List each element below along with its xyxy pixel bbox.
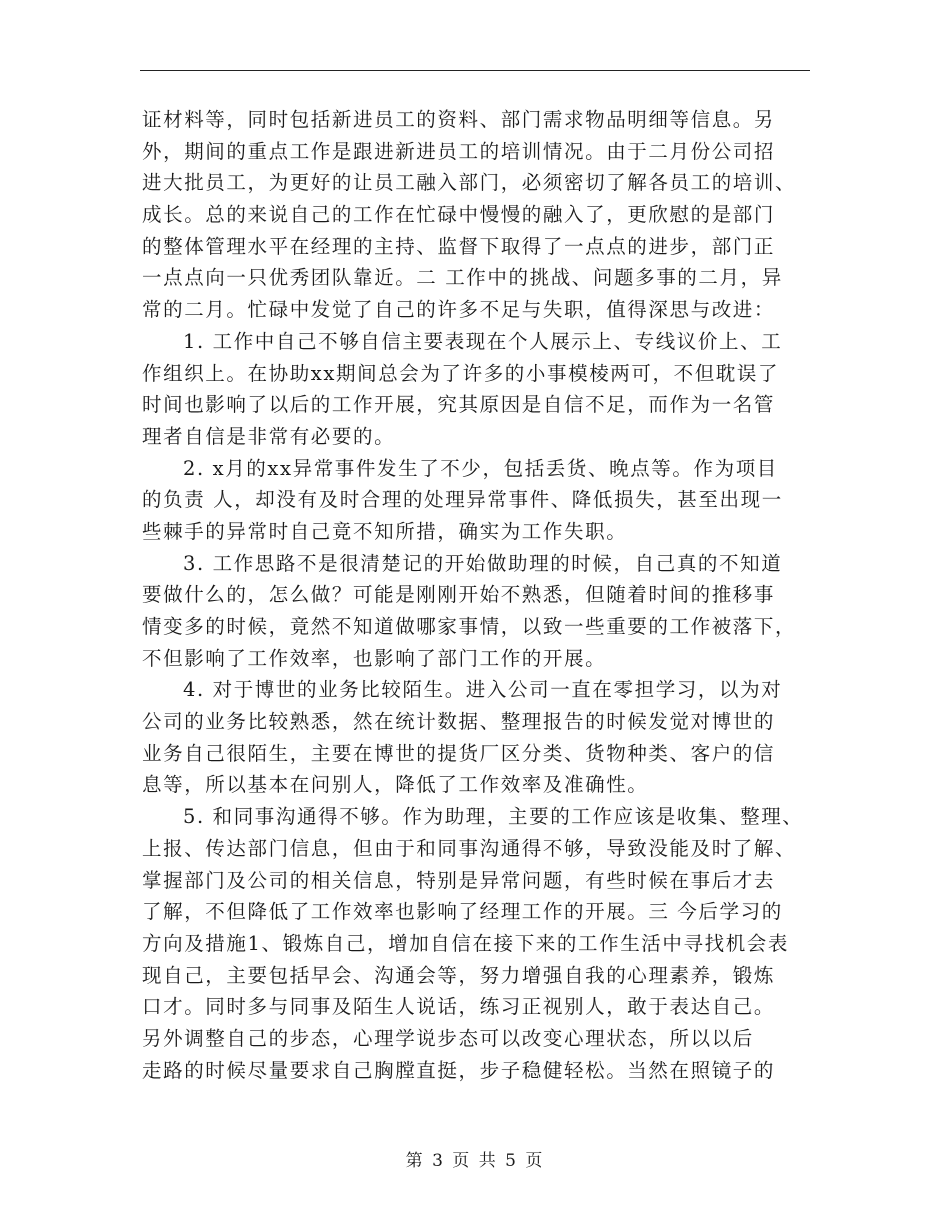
text-line: 常的二月。忙碌中发觉了自己的许多不足与失职，值得深思与改进：: [142, 298, 776, 322]
list-item-1-first-line: 1. 工作中自己不够自信主要表现在个人展示上、专线议价上、工: [183, 329, 783, 353]
text-line: 外，期间的重点工作是跟进新进员工的培训情况。由于二月份公司招: [142, 139, 776, 163]
text-line: 进大批员工，为更好的让员工融入部门，必须密切了解各员工的培训、: [142, 171, 797, 195]
page-number-footer: 第 3 页 共 5 页: [405, 1151, 545, 1171]
text-line: 现自己，主要包括早会、沟通会等，努力增强自我的心理素养，锻炼: [142, 963, 776, 987]
text-line: 成长。总的来说自己的工作在忙碌中慢慢的融入了，更欣慰的是部门: [142, 203, 776, 227]
text-line: 些棘手的异常时自己竟不知所措，确实为工作失职。: [142, 519, 628, 543]
list-item-4-first-line: 4. 对于博世的业务比较陌生。进入公司一直在零担学习，以为对: [183, 678, 783, 702]
text-line: 公司的业务比较熟悉，然在统计数据、整理报告的时候发觉对博世的: [142, 710, 776, 734]
text-line: 证材料等，同时包括新进员工的资料、部门需求物品明细等信息。另: [142, 108, 776, 131]
text-line: 口才。同时多与同事及陌生人说话，练习正视别人，敢于表达自己。: [142, 995, 776, 1019]
text-line: 了解，不但降低了工作效率也影响了经理工作的开展。三 今后学习的: [142, 900, 783, 924]
text-line: 上报、传达部门信息，但由于和同事沟通得不够，导致没能及时了解、: [142, 836, 797, 860]
list-item-5-first-line: 5. 和同事沟通得不够。作为助理，主要的工作应该是收集、整理、: [183, 805, 804, 829]
body-text: [142, 104, 810, 1086]
text-line: 业务自己很陌生，主要在博世的提货厂区分类、货物种类、客户的信: [142, 741, 776, 765]
list-item-3-first-line: 3. 工作思路不是很清楚记的开始做助理的时候，自己真的不知道: [183, 551, 783, 575]
text-line: 的整体管理水平在经理的主持、监督下取得了一点点的进步，部门正: [142, 234, 776, 258]
text-line: 时间也影响了以后的工作开展，究其原因是自信不足，而作为一名管: [142, 393, 776, 417]
text-line: 息等，所以基本在问别人，降低了工作效率及准确性。: [142, 773, 649, 797]
text-line: 的负责 人，却没有及时合理的处理异常事件、降低损失，甚至出现一: [142, 488, 783, 512]
list-item-2-first-line: 2. x月的xx异常事件发生了不少，包括丢货、晚点等。作为项目: [183, 456, 778, 480]
text-line: 不但影响了工作效率，也影响了部门工作的开展。: [142, 646, 607, 670]
text-line: 走路的时候尽量要求自己胸膛直挺，步子稳健轻松。当然在照镜子的: [142, 1058, 776, 1082]
text-line: 要做什么的，怎么做？可能是刚刚开始不熟悉，但随着时间的推移事: [142, 583, 776, 607]
text-line: 理者自信是非常有必要的。: [142, 424, 396, 448]
text-line: 情变多的时候，竟然不知道做哪家事情，以致一些重要的工作被落下，: [142, 615, 797, 638]
text-line: 一点点向一只优秀团队靠近。二 工作中的挑战、问题多事的二月，异: [142, 266, 783, 290]
text-line: 方向及措施1、锻炼自己，增加自信在接下来的工作生活中寻找机会表: [142, 931, 790, 955]
header-rule: [140, 70, 810, 71]
text-line: 作组织上。在协助xx期间总会为了许多的小事模棱两可，不但耽误了: [142, 361, 780, 385]
text-line: 掌握部门及公司的相关信息，特别是异常问题，有些时候在事后才去: [142, 868, 776, 892]
text-line: 另外调整自己的步态，心理学说步态可以改变心理状态，所以以后: [142, 1026, 754, 1050]
